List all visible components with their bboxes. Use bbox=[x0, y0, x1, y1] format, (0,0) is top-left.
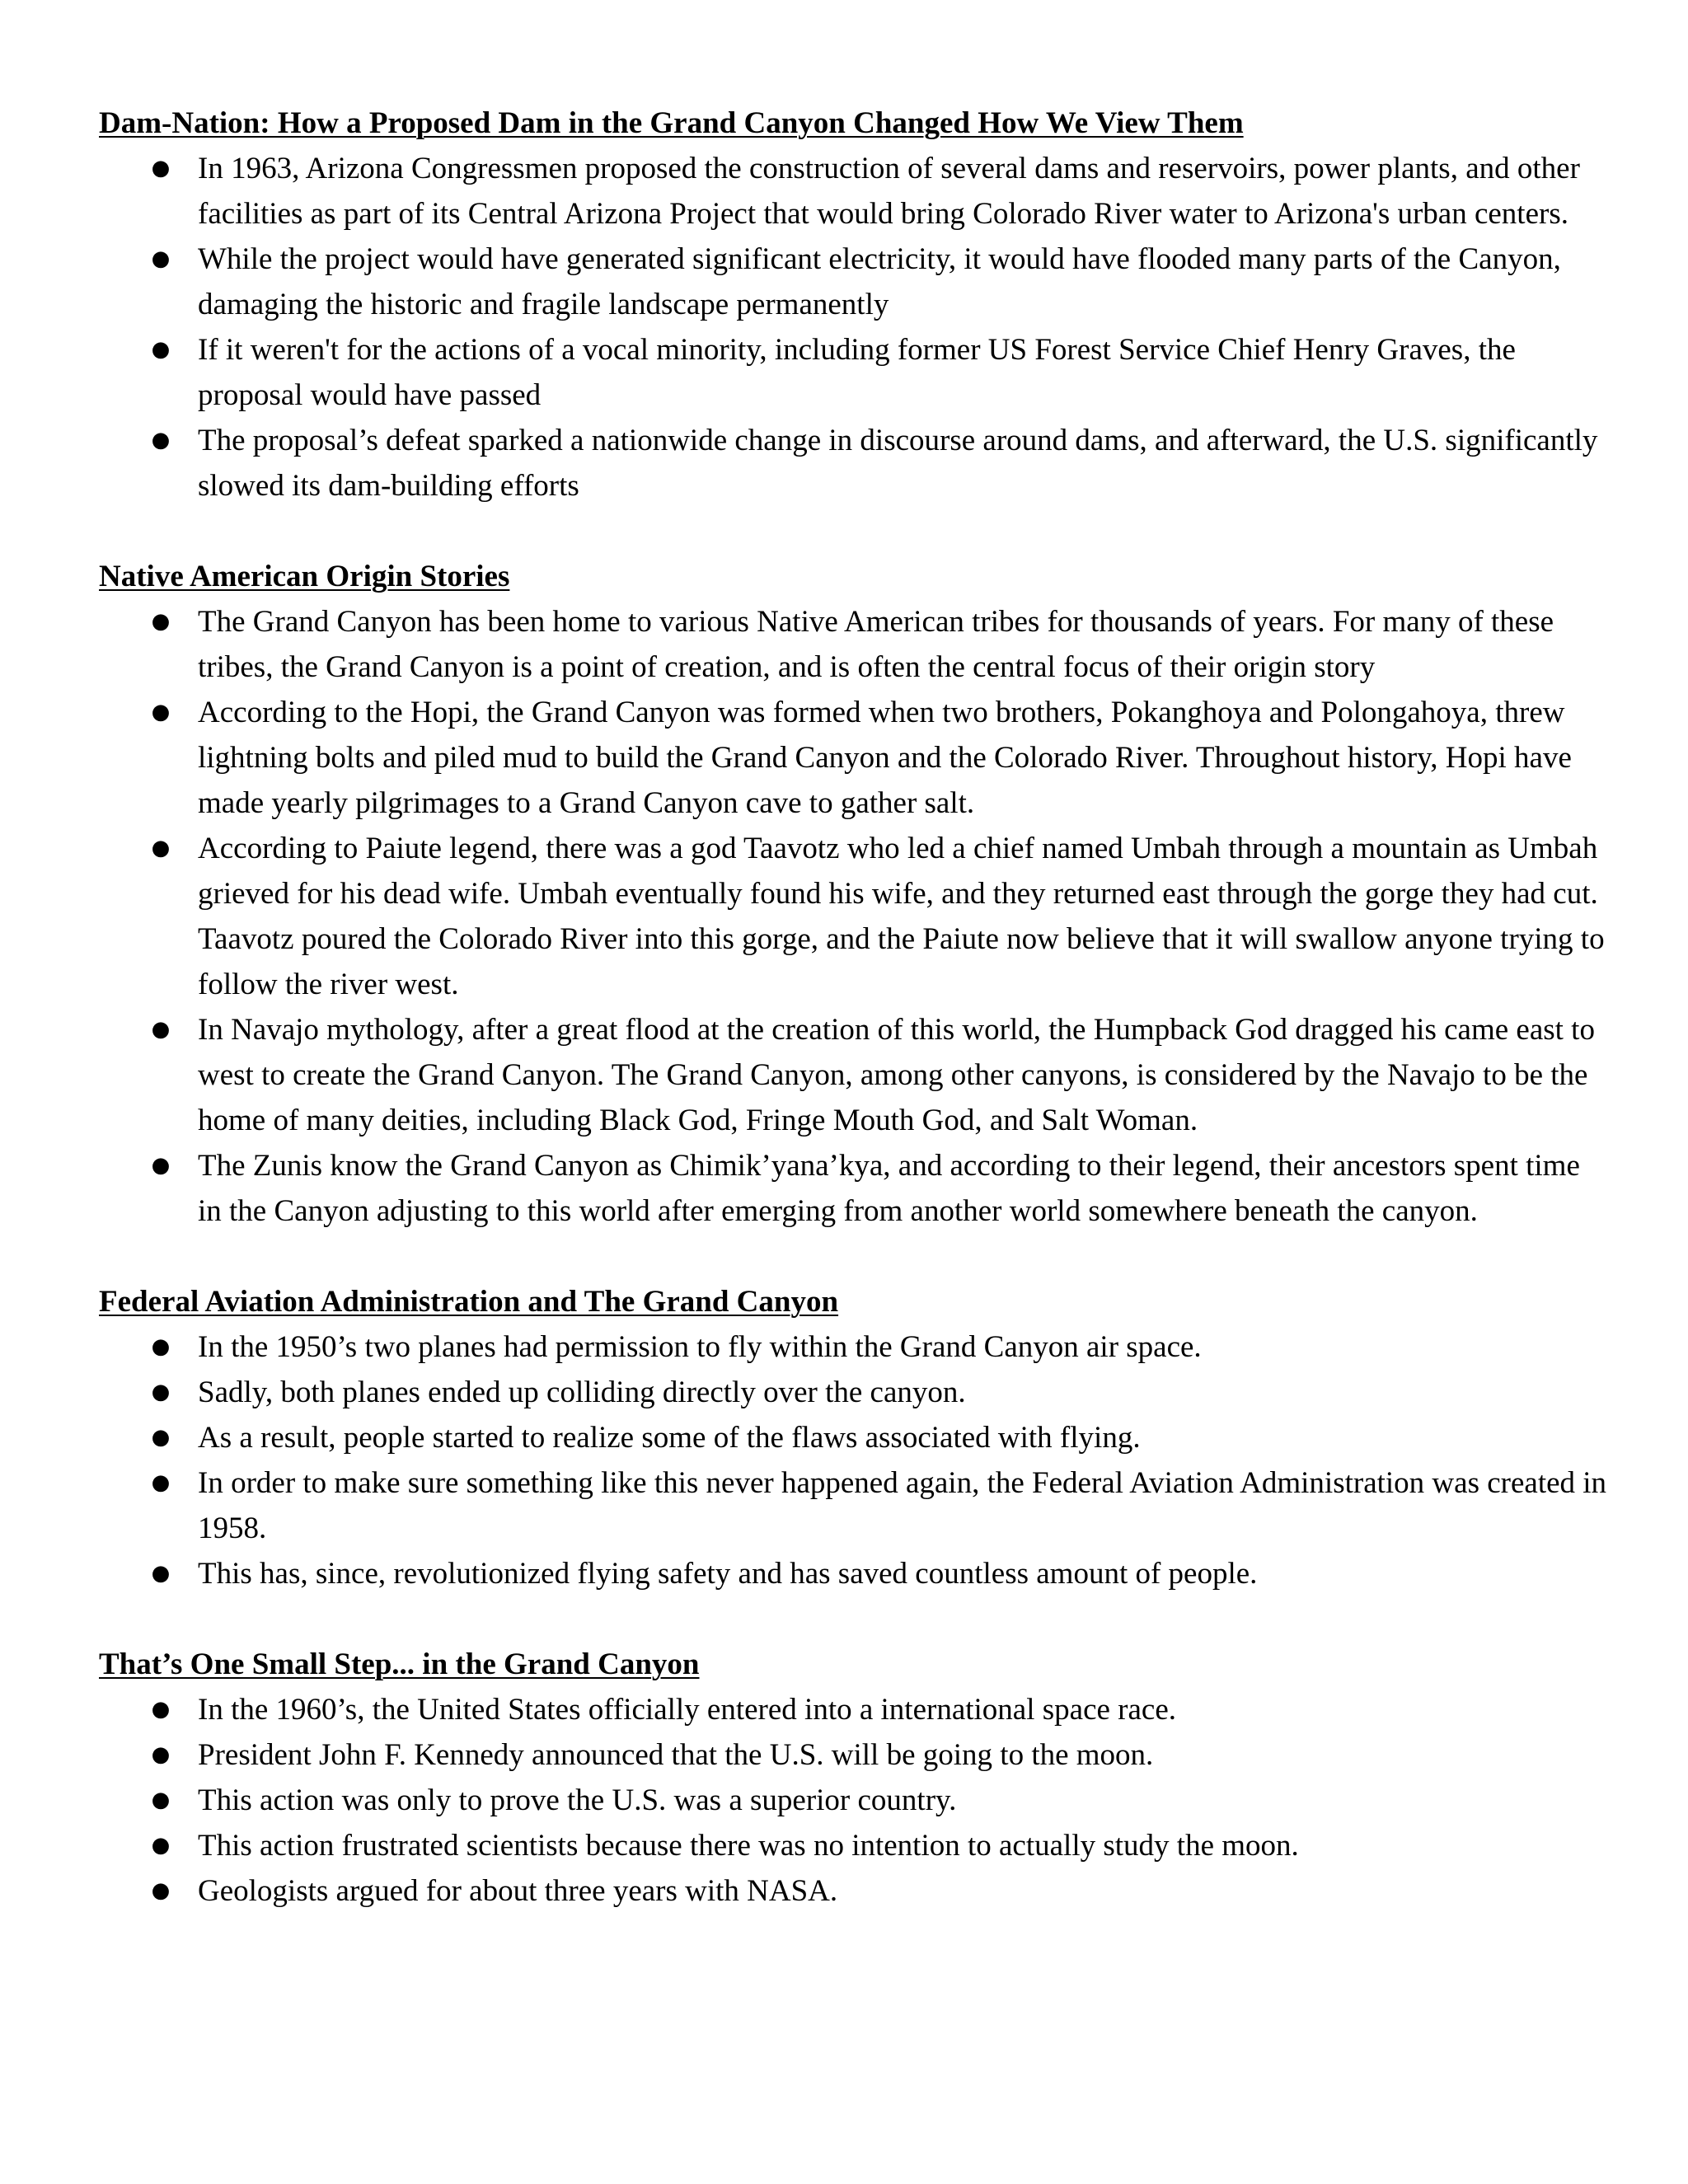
section-heading: That’s One Small Step... in the Grand Canyon bbox=[99, 1647, 700, 1681]
bullet-item bbox=[99, 1143, 1607, 1234]
bullet-icon: ● bbox=[151, 700, 171, 724]
section-heading: Federal Aviation Administration and The Grand Canyon bbox=[99, 1285, 839, 1319]
bullet-item bbox=[99, 237, 1607, 327]
bullet-text: This action frustrated scientists because there was no intention to actually study the moon. bbox=[198, 1829, 1299, 1863]
bullet-icon: ● bbox=[151, 1697, 171, 1722]
bullet-icon: ● bbox=[151, 428, 171, 452]
bullet-item bbox=[99, 826, 1607, 1007]
section-native-american-origin-stories bbox=[99, 554, 1607, 1234]
bullet-text: The Grand Canyon has been home to various Native American tribes for thousands of years. For many of these tribes, the Grand Canyon is a point of creation, and is often the central focus of their origin story bbox=[198, 605, 1554, 684]
bullet-text: If it weren't for the actions of a vocal minority, including former US Forest Service Chief Henry Graves, the proposal would have passed bbox=[198, 333, 1516, 412]
bullet-text: According to the Hopi, the Grand Canyon was formed when two brothers, Pokanghoya and Polongahoya, threw lightning bolts and piled mud to build the Grand Canyon and the Colorado River. Throughout history, Hopi have made yearly pilgrimages to a Grand Canyon cave to gather salt. bbox=[198, 696, 1572, 820]
bullet-list bbox=[99, 146, 1607, 509]
bullet-item bbox=[99, 1415, 1607, 1460]
bullet-list bbox=[99, 1324, 1607, 1596]
bullet-icon: ● bbox=[151, 156, 171, 180]
bullet-text: President John F. Kennedy announced that the U.S. will be going to the moon. bbox=[198, 1738, 1154, 1772]
bullet-item bbox=[99, 1007, 1607, 1143]
bullet-text: In 1963, Arizona Congressmen proposed the construction of several dams and reservoirs, power plants, and other facilities as part of its Central Arizona Project that would bring Colorado River water to Arizona's urban centers. bbox=[198, 152, 1580, 231]
bullet-item bbox=[99, 1460, 1607, 1551]
bullet-item bbox=[99, 1687, 1607, 1732]
bullet-list bbox=[99, 599, 1607, 1234]
bullet-item bbox=[99, 1778, 1607, 1823]
bullet-icon: ● bbox=[151, 1833, 171, 1858]
bullet-icon: ● bbox=[151, 1334, 171, 1359]
bullet-icon: ● bbox=[151, 1561, 171, 1586]
bullet-icon: ● bbox=[151, 1153, 171, 1178]
bullet-text: In the 1960’s, the United States officially entered into a international space race. bbox=[198, 1693, 1177, 1727]
bullet-text: This has, since, revolutionized flying safety and has saved countless amount of people. bbox=[198, 1557, 1258, 1591]
bullet-item bbox=[99, 1732, 1607, 1778]
bullet-text: While the project would have generated significant electricity, it would have flooded many parts of the Canyon, damaging the historic and fragile landscape permanently bbox=[198, 242, 1561, 321]
bullet-item bbox=[99, 1868, 1607, 1914]
bullet-icon: ● bbox=[151, 1380, 171, 1404]
bullet-item bbox=[99, 1823, 1607, 1868]
bullet-item bbox=[99, 599, 1607, 690]
bullet-item bbox=[99, 327, 1607, 418]
bullet-icon: ● bbox=[151, 337, 171, 362]
bullet-text: In order to make sure something like this never happened again, the Federal Aviation Administration was created in 1958. bbox=[198, 1466, 1607, 1545]
bullet-item bbox=[99, 1551, 1607, 1596]
bullet-icon: ● bbox=[151, 1788, 171, 1812]
bullet-item bbox=[99, 418, 1607, 509]
bullet-item bbox=[99, 1324, 1607, 1370]
bullet-text: The Zunis know the Grand Canyon as Chimik’yana’kya, and according to their legend, their ancestors spent time in the Canyon adjusting to this world after emerging from another world somewhere beneath the canyon. bbox=[198, 1149, 1580, 1228]
document-page bbox=[99, 101, 1607, 1959]
bullet-icon: ● bbox=[151, 1017, 171, 1042]
section-heading: Native American Origin Stories bbox=[99, 560, 510, 593]
bullet-icon: ● bbox=[151, 1470, 171, 1495]
section-dam-nation bbox=[99, 101, 1607, 509]
section-federal-aviation-administration bbox=[99, 1279, 1607, 1596]
bullet-text: As a result, people started to realize some of the flaws associated with flying. bbox=[198, 1421, 1141, 1455]
bullet-text: Geologists argued for about three years with NASA. bbox=[198, 1874, 838, 1908]
bullet-text: The proposal’s defeat sparked a nationwide change in discourse around dams, and afterward, the U.S. significantly slowed its dam-building efforts bbox=[198, 424, 1598, 503]
bullet-icon: ● bbox=[151, 1878, 171, 1903]
bullet-icon: ● bbox=[151, 609, 171, 634]
bullet-text: This action was only to prove the U.S. was a superior country. bbox=[198, 1783, 957, 1817]
bullet-item bbox=[99, 690, 1607, 826]
bullet-item bbox=[99, 1370, 1607, 1415]
section-one-small-step bbox=[99, 1642, 1607, 1914]
bullet-list bbox=[99, 1687, 1607, 1914]
bullet-item bbox=[99, 146, 1607, 237]
bullet-text: Sadly, both planes ended up colliding directly over the canyon. bbox=[198, 1376, 966, 1409]
bullet-icon: ● bbox=[151, 1742, 171, 1767]
bullet-icon: ● bbox=[151, 246, 171, 271]
bullet-text: According to Paiute legend, there was a god Taavotz who led a chief named Umbah through a mountain as Umbah grieved for his dead wife. Umbah eventually found his wife, and they returned east through the gorge they had cut. Taavotz poured the Colorado River into this gorge, and the Paiute now believe that it will swallow anyone trying to follow the river west. bbox=[198, 832, 1605, 1001]
section-heading: Dam-Nation: How a Proposed Dam in the Grand Canyon Changed How We View Them bbox=[99, 106, 1244, 140]
bullet-text: In the 1950’s two planes had permission to fly within the Grand Canyon air space. bbox=[198, 1330, 1202, 1364]
bullet-icon: ● bbox=[151, 1425, 171, 1450]
bullet-text: In Navajo mythology, after a great flood at the creation of this world, the Humpback God dragged his came east to west to create the Grand Canyon. The Grand Canyon, among other canyons, is considered by the Navajo to be the home of many deities, including Black God, Fringe Mouth God, and Salt Woman. bbox=[198, 1013, 1595, 1137]
bullet-icon: ● bbox=[151, 836, 171, 860]
